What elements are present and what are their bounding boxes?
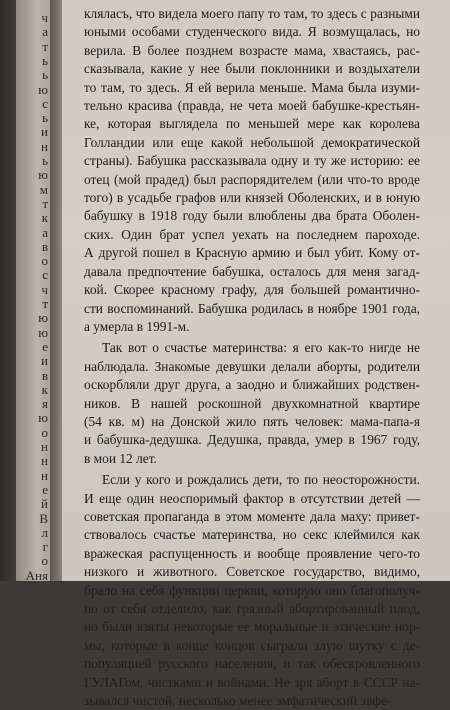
left-page-edge	[16, 0, 52, 581]
left-page-fragment: т	[42, 296, 48, 311]
text-line: Голландии или еще какой небольшой демократической	[84, 134, 420, 150]
text-line: Если у кого и рождались дети, то по неосторожности.	[102, 472, 420, 488]
text-line: зывался чистой, несколько менее эмфатический эвфе-	[84, 693, 392, 709]
text-line: ГУЛАГом, чистками и войнами. Не зря аборт в СССР на-	[84, 674, 420, 690]
text-line: сти воспоминаний. Бабушка родилась в ноябре 1901 года,	[84, 300, 420, 316]
left-page-fragment: г	[42, 539, 48, 555]
text-line: тельно красива (правда, не чета моей бабушке-крестьян-	[84, 98, 420, 114]
text-line: кляласъ, что видела моего папу то там, то здесь с разными	[84, 6, 420, 21]
text-line: вражеская распущенность и вообще проявление чего-то	[84, 545, 420, 561]
text-line: брало на себя функции церкви, которую оно благополуч-	[84, 582, 420, 598]
text-line: мы, которые в конце концов сыграли злую шутку с де-	[84, 637, 420, 653]
left-page-fragment: ч	[41, 281, 48, 297]
text-line: наблюдала. Знакомые девушки делали аборты, родители	[84, 358, 420, 374]
left-page-fragment: е	[42, 338, 48, 354]
text-line: ствовалось счастье материнства, но секс клеймился как	[84, 527, 420, 543]
left-page-fragment: в	[41, 238, 48, 254]
left-page-fragment: о	[41, 553, 48, 569]
left-page-fragment: ю	[38, 167, 48, 183]
left-page-fragment: н	[41, 138, 48, 154]
text-line: того) в усадьбе графов или князей Оболенских, и в юную	[84, 190, 420, 206]
left-page-fragment: о	[41, 424, 48, 440]
text-line: страны). Бабушка рассказывала одну и ту же историю: ее	[84, 153, 420, 169]
left-page-fragment: ь	[42, 110, 48, 126]
page-text	[84, 5, 420, 710]
text-line: И еще один неоспоримый фактор в отсутствии детей —	[84, 490, 420, 506]
text-line: А другой пошел в Красную армию и был убит. Кому от-	[84, 245, 420, 261]
left-page-fragment: с	[42, 267, 48, 283]
paragraph	[84, 471, 420, 710]
text-line: бабушку в 1918 году были влюблены два брата Оболен-	[84, 208, 420, 224]
left-page-fragment: т	[42, 195, 48, 211]
left-page-fragment: а	[42, 24, 48, 40]
text-line: ских. Один брат успел уехать на последнем пароходе.	[84, 226, 420, 242]
left-page-fragment: а	[42, 224, 48, 240]
text-line: ке, которая выглядела по меньшей мере как королева	[84, 116, 420, 132]
right-page	[62, 0, 450, 709]
left-page-fragment: ю	[38, 410, 48, 426]
left-page-fragment: ь	[42, 67, 48, 83]
left-page-fragment: е	[42, 481, 48, 497]
text-line: юными особами студенческого вида. Я возмущалась, но	[84, 24, 420, 40]
left-page-fragment: с	[42, 95, 48, 111]
left-page-fragment: й	[41, 496, 48, 512]
text-line: кой. Скорее красному графу, для большей романтично-	[84, 282, 420, 298]
text-line: отец (мой прадед) был распорядителем (или что-то вроде	[84, 171, 420, 187]
left-page-fragment: к	[41, 381, 48, 397]
text-line: сказывала, какие у нее были поклонники и воздыхатели	[84, 61, 420, 77]
left-page-fragment: и	[41, 353, 48, 369]
left-page-fragment: ч	[41, 10, 48, 25]
left-page-fragment: н	[41, 439, 48, 454]
paragraph	[84, 339, 420, 468]
left-page-fragment: В	[39, 510, 48, 526]
left-page-fragment: ь	[42, 52, 48, 68]
text-line: оскорбляли друг друга, а заодно и ближайших родствен-	[84, 377, 420, 393]
left-page-fragment: ю	[38, 310, 48, 326]
left-page-fragment: н	[41, 467, 48, 483]
text-line: советская пропаганда в этом моменте дала маху: привет-	[84, 508, 420, 524]
left-page-fragment: ю	[38, 81, 48, 97]
text-line: но были взяты некоторые ее моральные и этические нор-	[84, 619, 420, 635]
left-page-fragment: Аня	[25, 567, 48, 583]
text-line: а умерла в 1991-м.	[84, 318, 190, 334]
text-line: ников. В нашей роскошной двухкомнатной квартире	[84, 395, 420, 411]
text-line: (54 кв. м) на Донской жило пять человек: мама-папа-я	[84, 413, 420, 429]
left-page-fragment: т	[42, 38, 48, 54]
left-page-fragment: я	[42, 396, 48, 412]
text-line: то там, то здесь. Я ей верила меньше. Мама была изуми-	[84, 79, 420, 95]
left-page-fragment: и	[41, 124, 48, 140]
text-line: популяцией русского населения, и так обескровленного	[84, 656, 420, 672]
left-page-fragment: н	[41, 453, 48, 469]
text-line: и бабушка-дедушка. Дедушка, правда, умер в 1967 году,	[84, 432, 420, 448]
left-page-fragment: л	[41, 524, 48, 540]
paragraph	[84, 5, 420, 336]
left-page-fragment: м	[39, 181, 48, 197]
left-page-fragment: к	[41, 210, 48, 226]
text-line: Так вот о счастье материнства: я его как-то нигде не	[102, 340, 420, 356]
left-page-fragment: ь	[42, 153, 48, 168]
text-line: верила. В более позднем возрасте мама, хвастаясь, рас-	[84, 42, 420, 58]
left-page-fragment: о	[41, 253, 48, 269]
text-line: но от себя отделило, как грязный абортированный плод,	[84, 601, 420, 616]
text-line: давала предпочтение бабушка, осталось для меня загад-	[84, 263, 420, 279]
left-page-fragment: в	[41, 367, 48, 383]
left-page-fragment: ю	[38, 324, 48, 340]
text-line: низкого и животного. Советское государство, видимо,	[84, 564, 420, 580]
text-line: в мои 12 лет.	[84, 450, 157, 466]
